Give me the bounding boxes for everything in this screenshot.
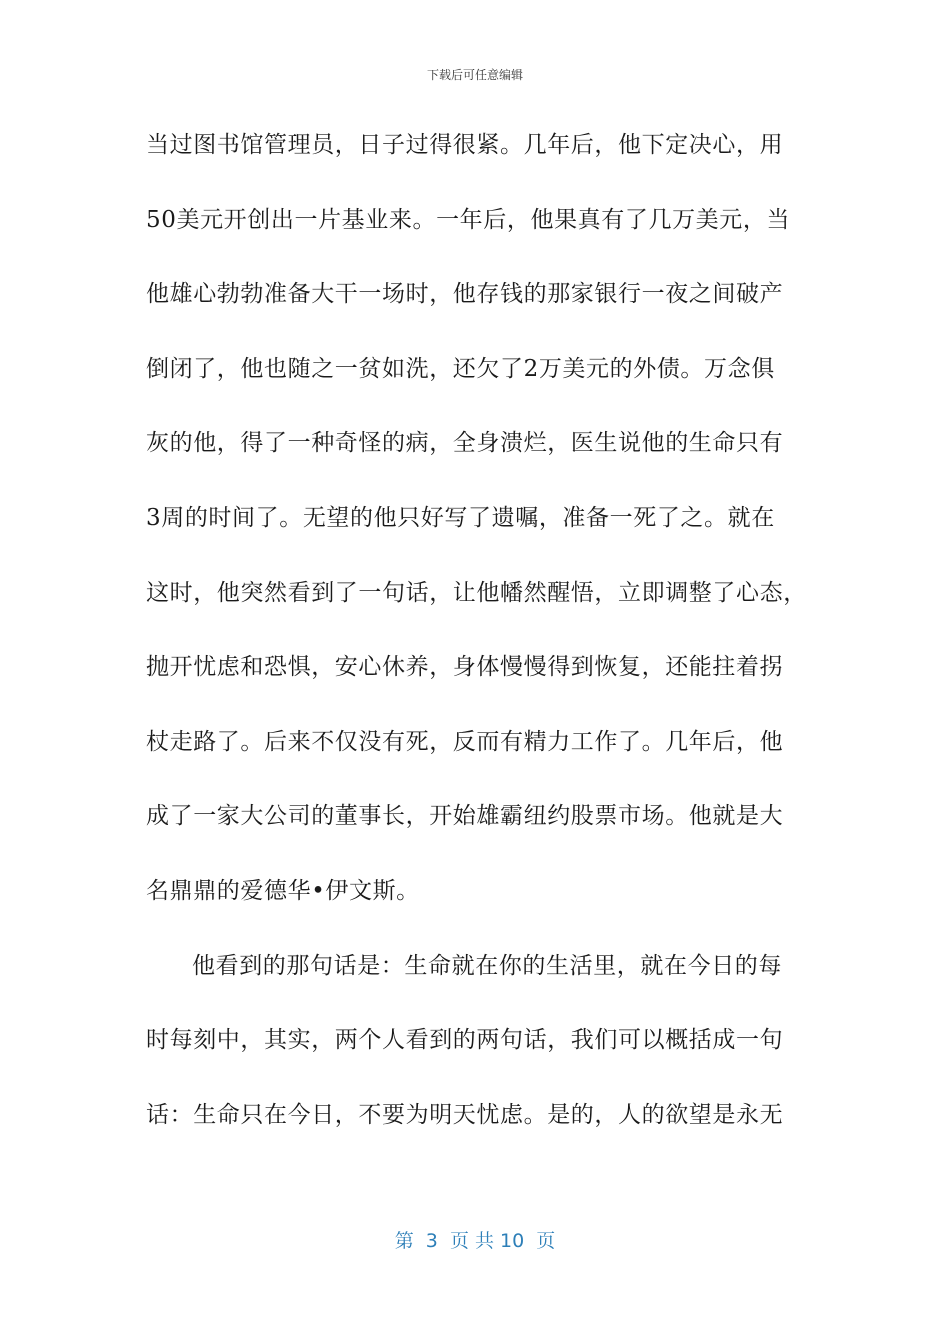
text-line: 话：生命只在今日，不要为明天忧虑。是的，人的欲望是永无 bbox=[146, 1101, 784, 1128]
text-line: 灰的他，得了一种奇怪的病，全身溃烂，医生说他的生命只有 bbox=[146, 430, 784, 457]
text-line: 抛开忧虑和恐惧，安心休养，身体慢慢得到恢复，还能拄着拐 bbox=[146, 654, 784, 681]
text-line: 倒闭了，他也随之一贫如洗，还欠了2万美元的外债。万念俱 bbox=[146, 355, 775, 382]
text-line: 他雄心勃勃准备大干一场时，他存钱的那家银行一夜之间破产 bbox=[146, 281, 784, 308]
paragraph-first-line: 他看到的那句话是：生命就在你的生活里，就在今日的每 bbox=[192, 952, 782, 979]
page-header-note: 下载后可任意编辑 bbox=[426, 68, 523, 82]
text-line: 当过图书馆管理员，日子过得很紧。几年后，他下定决心，用 bbox=[146, 132, 784, 158]
text-line: 50美元开创出一片基业来。一年后，他果真有了几万美元，当 bbox=[146, 206, 791, 233]
text-line: 时每刻中，其实，两个人看到的两句话，我们可以概括成一句 bbox=[146, 1027, 784, 1054]
document-body bbox=[146, 124, 806, 1168]
text-line: 这时，他突然看到了一句话，让他幡然醒悟，立即调整了心态， bbox=[146, 579, 807, 606]
text-line: 杖走路了。后来不仅没有死，反而有精力工作了。几年后，他 bbox=[146, 728, 784, 755]
text-line: 成了一家大公司的董事长，开始雄霸纽约股票市场。他就是大 bbox=[146, 803, 784, 830]
text-line: 名鼎鼎的爱德华•伊文斯。 bbox=[146, 877, 420, 904]
text-line: 3周的时间了。无望的他只好写了遗嘱，准备一死了之。就在 bbox=[146, 504, 775, 531]
page-number-footer: 第 3 页 共 10 页 bbox=[394, 1230, 556, 1252]
